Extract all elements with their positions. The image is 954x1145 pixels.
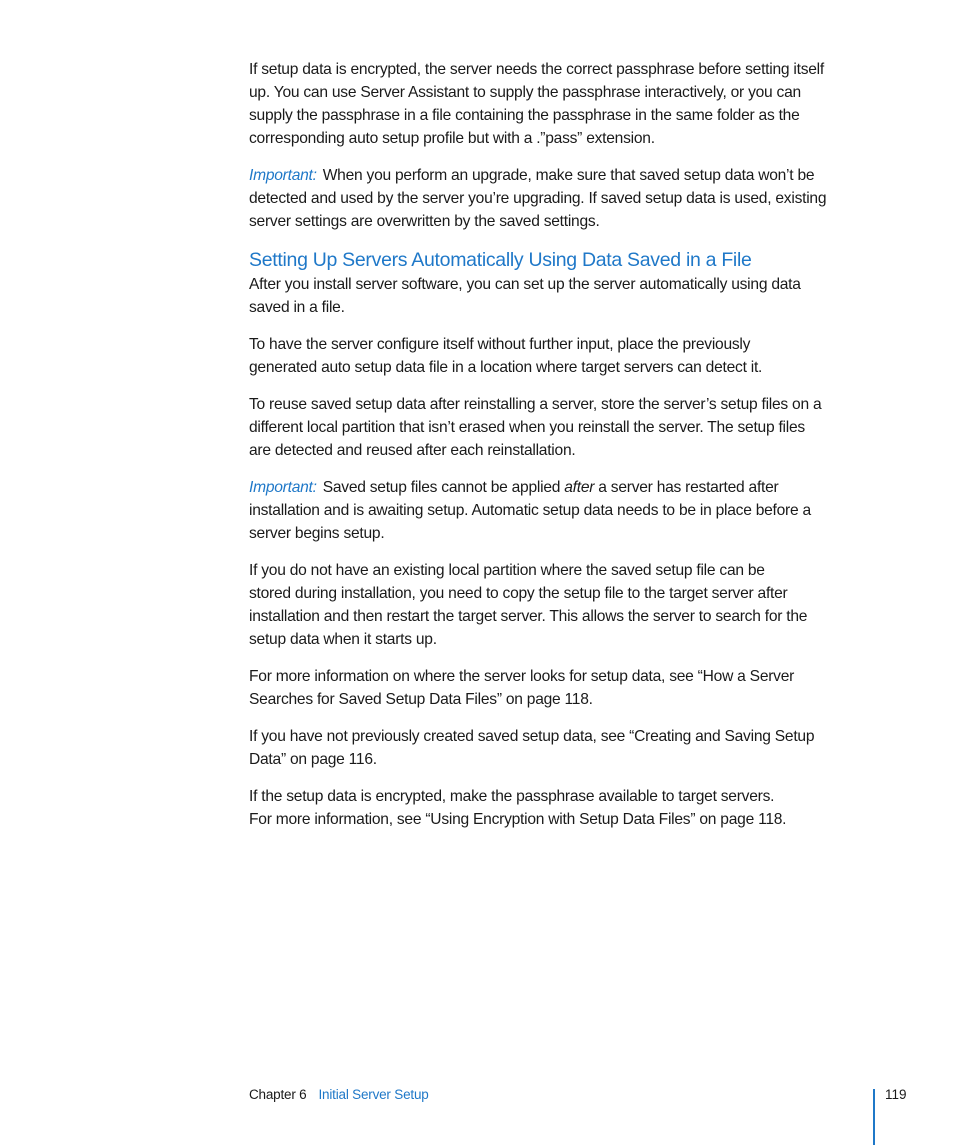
paragraph-cross-reference <box>249 785 889 831</box>
important-label: Important: <box>249 167 317 184</box>
important-note-setup <box>249 476 889 545</box>
text-line: are detected and reused after each reinstallation. <box>249 442 576 459</box>
text-line: If setup data is encrypted, the server needs the correct passphrase before setting itself <box>249 61 824 78</box>
text-line: different local partition that isn’t erased when you reinstall the server. The setup files <box>249 419 805 436</box>
text-line: corresponding auto setup profile but with a .”pass” extension. <box>249 130 655 147</box>
text-line: server begins setup. <box>249 525 385 542</box>
emphasis-after: after <box>564 479 595 496</box>
text-line: If the setup data is encrypted, make the passphrase available to target servers. <box>249 788 775 805</box>
section-heading: Setting Up Servers Automatically Using Data Saved in a File <box>249 249 752 271</box>
paragraph-encryption <box>249 58 889 150</box>
text-line: After you install server software, you can set up the server automatically using data <box>249 276 801 293</box>
text-line: When you perform an upgrade, make sure that saved setup data won’t be <box>322 167 815 184</box>
paragraph-cross-reference <box>249 665 889 711</box>
text-line: supply the passphrase in a file containing the passphrase in the same folder as the <box>249 107 800 124</box>
text-span: Saved setup files cannot be applied <box>322 479 565 496</box>
chapter-label: Chapter 6 <box>249 1087 307 1102</box>
text-line: To reuse saved setup data after reinstalling a server, store the server’s setup files on a <box>249 396 822 413</box>
footer-divider <box>873 1089 875 1145</box>
important-note-upgrade <box>249 164 889 233</box>
text-line: installation and then restart the target server. This allows the server to search for the <box>249 608 808 625</box>
paragraph-cross-reference <box>249 725 889 771</box>
text-line: If you do not have an existing local partition where the saved setup file can be <box>249 562 765 579</box>
text-line: installation and is awaiting setup. Automatic setup data needs to be in place before a <box>249 502 811 519</box>
text-line: setup data when it starts up. <box>249 631 437 648</box>
page-body <box>249 58 889 845</box>
important-label: Important: <box>249 479 317 496</box>
text-line: stored during installation, you need to copy the setup file to the target server after <box>249 585 788 602</box>
text-line: For more information, see “Using Encryption with Setup Data Files” on page 118. <box>249 811 787 828</box>
text-line: Data” on page 116. <box>249 751 377 768</box>
text-line: detected and used by the server you’re upgrading. If saved setup data is used, existing <box>249 190 827 207</box>
page-number: 119 <box>885 1087 907 1102</box>
text-span: a server has restarted after <box>594 479 779 496</box>
text-line: server settings are overwritten by the saved settings. <box>249 213 600 230</box>
text-line: Searches for Saved Setup Data Files” on page 118. <box>249 691 593 708</box>
text-line: If you have not previously created saved setup data, see “Creating and Saving Setup <box>249 728 815 745</box>
text-line: up. You can use Server Assistant to supply the passphrase interactively, or you can <box>249 84 801 101</box>
paragraph <box>249 559 889 651</box>
text-line: For more information on where the server looks for setup data, see “How a Server <box>249 668 795 685</box>
paragraph <box>249 333 889 379</box>
paragraph <box>249 393 889 462</box>
paragraph <box>249 273 889 319</box>
text-line: generated auto setup data file in a location where target servers can detect it. <box>249 359 763 376</box>
text-line: saved in a file. <box>249 299 345 316</box>
chapter-title: Initial Server Setup <box>318 1087 429 1102</box>
page-footer <box>249 1087 429 1102</box>
text-line: To have the server configure itself without further input, place the previously <box>249 336 751 353</box>
